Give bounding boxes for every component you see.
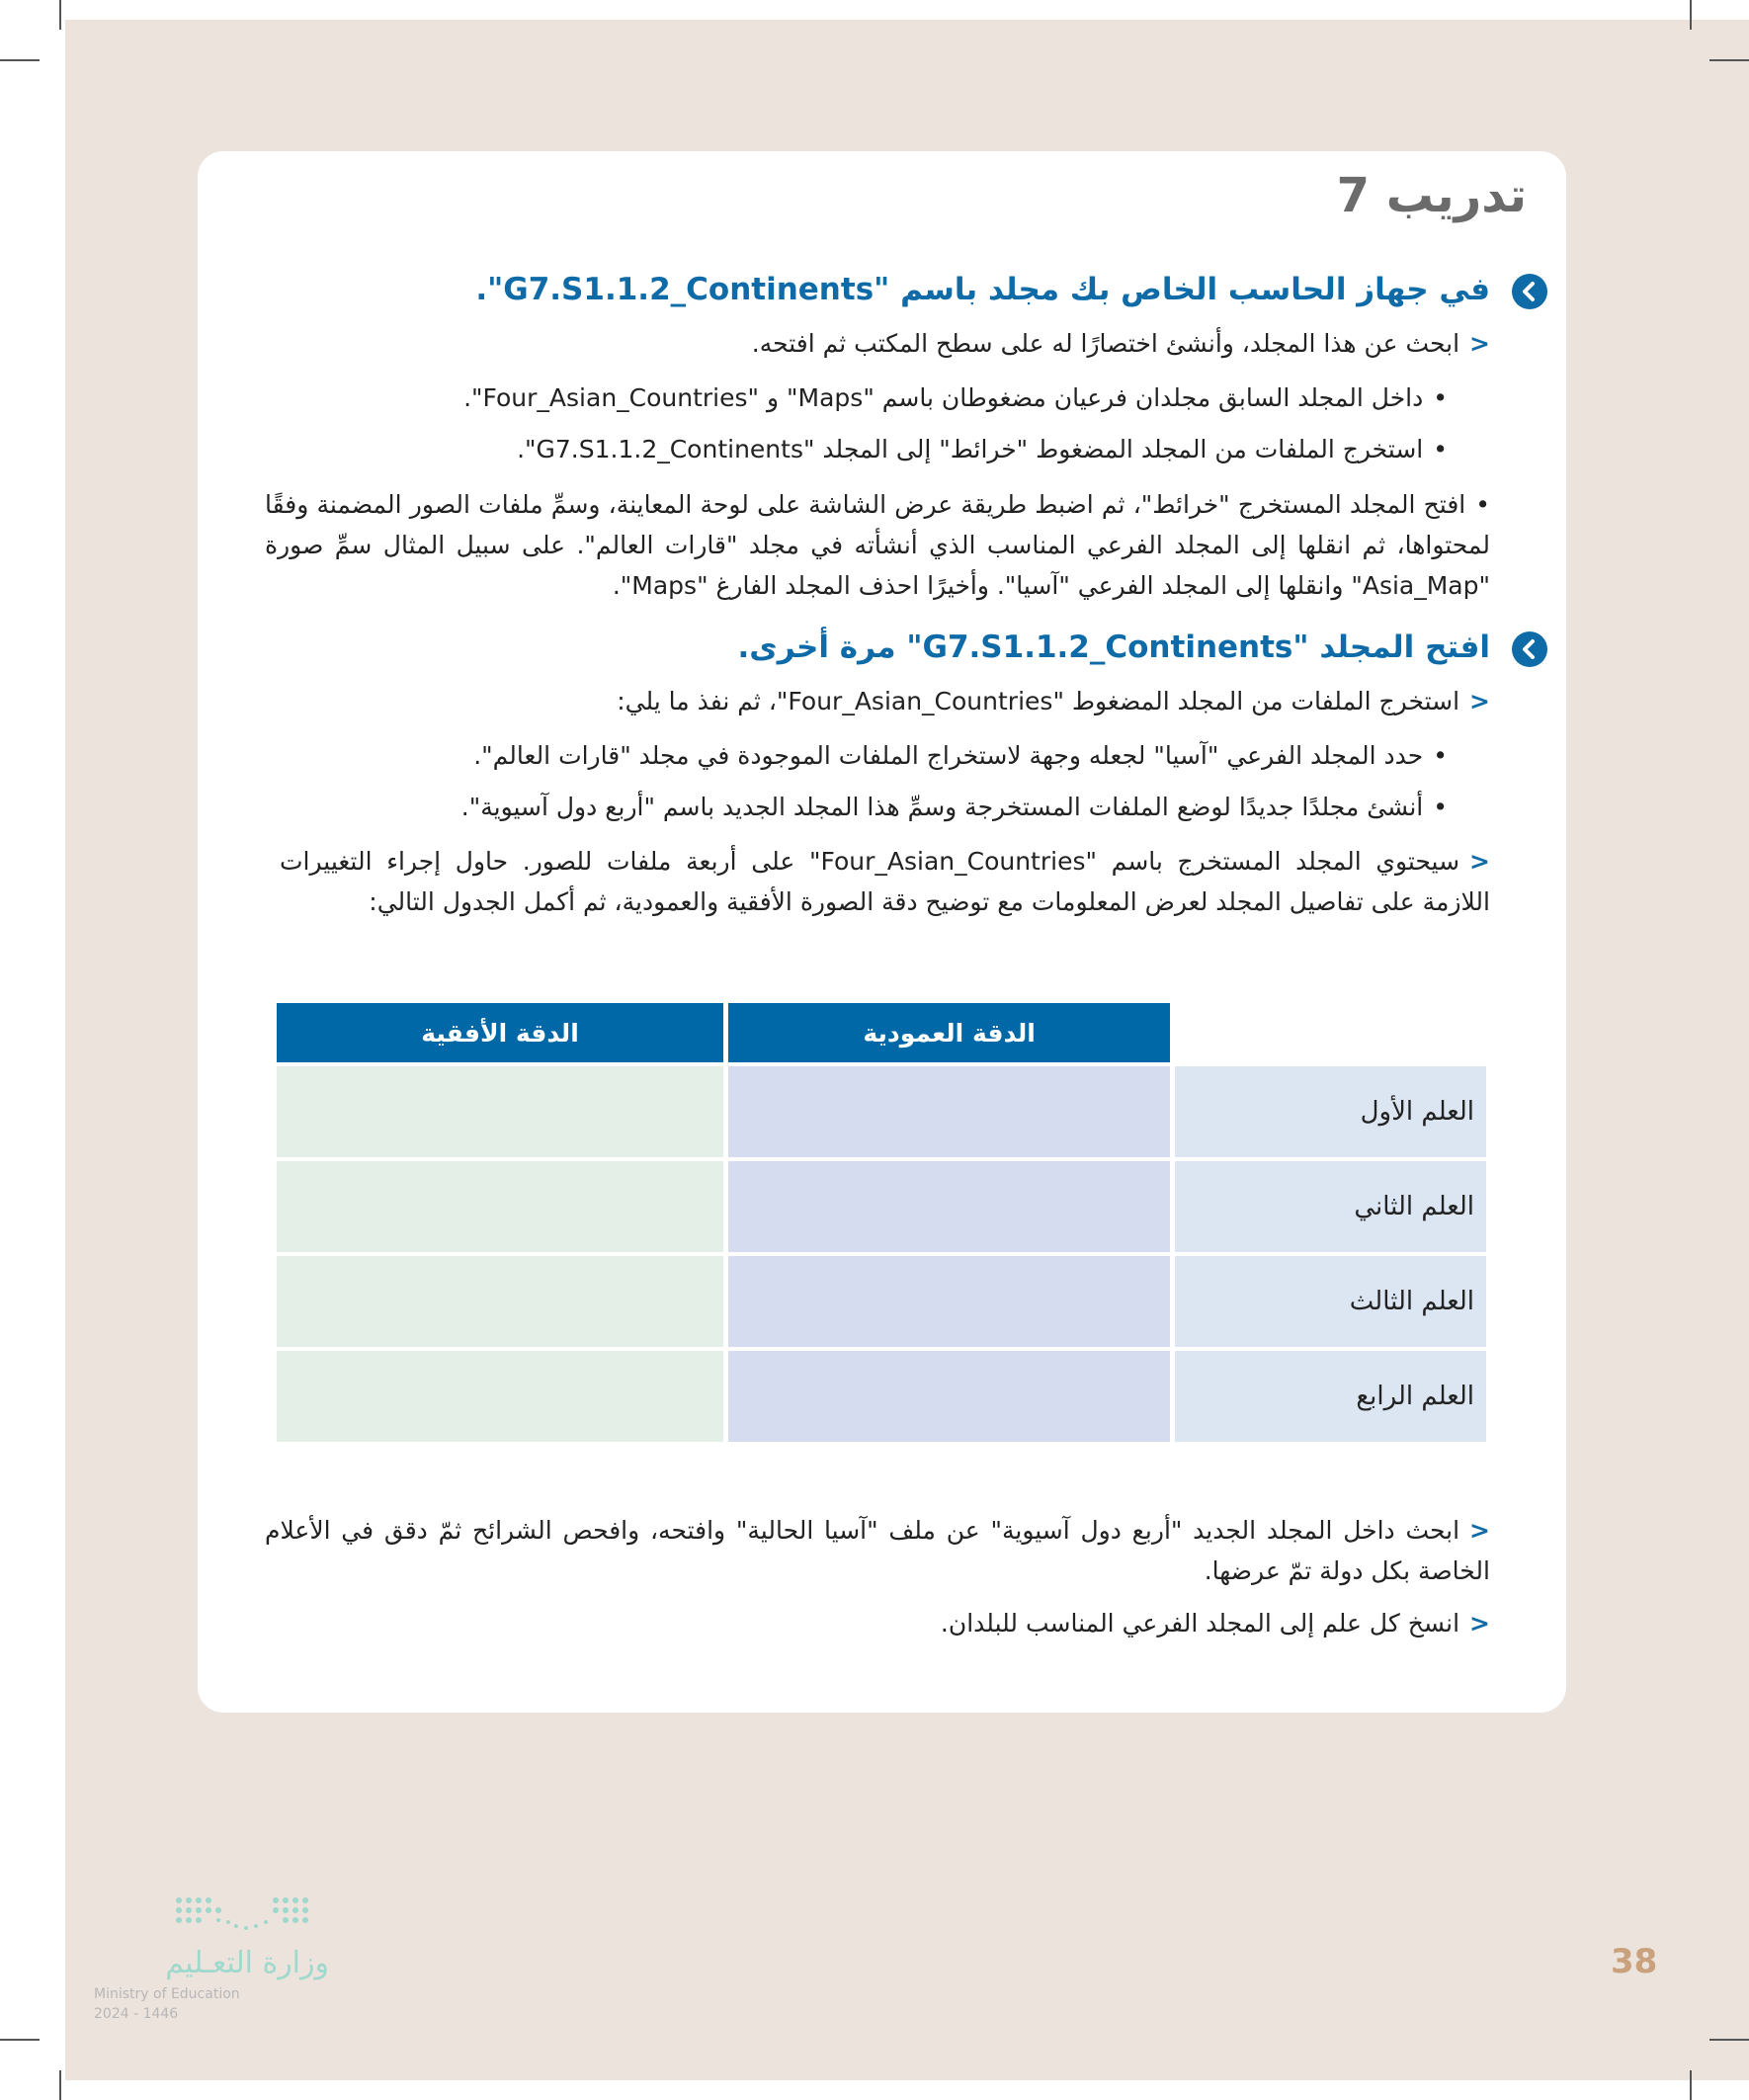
bullet-paragraph: •افتح المجلد المستخرج "خرائط"، ثم اضبط طريقة عرض الشاشة على لوحة المعاينة، وسمِّ ملفات الصور المضمنة وفقًا لمحتواها، ثم انقلها إلى المجلد الفرعي المناسب الذي أنشأته في مجلد "قارات العالم". على سبيل المثال سمِّ صورة "Asia_Map" وانقلها إلى المجلد الفرعي "آسيا". وأخيرًا احذف المجلد الفارغ "Maps". [265, 490, 1490, 600]
header-empty [1175, 1003, 1486, 1062]
row-label: العلم الأول [1175, 1066, 1486, 1157]
crop-mark [59, 0, 61, 30]
vertical-resolution-cell[interactable] [728, 1256, 1170, 1347]
vertical-resolution-cell[interactable] [728, 1161, 1170, 1252]
bullet-text: حدد المجلد الفرعي "آسيا" لجعله وجهة لاستخراج الملفات الموجودة في مجلد "قارات العالم". [473, 741, 1424, 770]
ministry-dots-icon [171, 1892, 329, 1942]
chevron-right-icon [1512, 631, 1547, 667]
bullet-text: داخل المجلد السابق مجلدان فرعيان مضغوطان باسم "Maps" و "Four_Asian_Countries". [463, 383, 1424, 412]
section-heading-1 [324, 272, 1490, 307]
crop-mark [0, 2039, 40, 2041]
crop-mark [1690, 0, 1692, 30]
academic-year: 2024 - 1446 [94, 2006, 179, 2022]
ministry-logo [94, 1892, 329, 2022]
crop-mark [1709, 2039, 1749, 2041]
step-item: <انسخ كل علم إلى المجلد الفرعي المناسب للبلدان. [940, 1609, 1490, 1638]
table-row [277, 1351, 1486, 1442]
step-text: ابحث داخل المجلد الجديد "أربع دول آسيوية" عن ملف "آسيا الحالية" وافتحه، وافحص الشرائح ثمّ دقق في الأعلام الخاصة بكل دولة تمّ عرضها. [265, 1516, 1490, 1585]
step-text: سيحتوي المجلد المستخرج باسم "Four_Asian_Countries" على أربعة ملفات للصور. حاول إجراء التغييرات اللازمة على تفاصيل المجلد لعرض المعلومات مع توضيح دقة الصورة الأفقية والعمودية، ثم أكمل الجدول التالي: [280, 847, 1490, 916]
step-item: <ابحث عن هذا المجلد، وأنشئ اختصارًا له على سطح المكتب ثم افتحه. [751, 329, 1490, 358]
crop-mark [0, 59, 40, 61]
row-label: العلم الرابع [1175, 1351, 1486, 1442]
horizontal-resolution-cell[interactable] [277, 1161, 723, 1252]
section-heading-2-text: افتح المجلد "G7.S1.1.2_Continents" مرة أخرى. [737, 630, 1490, 665]
section-heading-1-text: في جهاز الحاسب الخاص بك مجلد باسم "G7.S1.1.2_Continents". [475, 272, 1490, 307]
row-label: العلم الثالث [1175, 1256, 1486, 1347]
step-text: ابحث عن هذا المجلد، وأنشئ اختصارًا له على سطح المكتب ثم افتحه. [751, 329, 1460, 358]
bullet-text: افتح المجلد المستخرج "خرائط"، ثم اضبط طريقة عرض الشاشة على لوحة المعاينة، وسمِّ ملفات الصور المضمنة وفقًا لمحتواها، ثم انقلها إلى المجلد الفرعي المناسب الذي أنشأته في مجلد "قارات العالم". على سبيل المثال سمِّ صورة "Asia_Map" وانقلها إلى المجلد الفرعي "آسيا". وأخيرًا احذف المجلد الفارغ "Maps". [265, 490, 1490, 600]
crop-mark [59, 2070, 61, 2100]
bullet-item: •استخرج الملفات من المجلد المضغوط "خرائط" إلى المجلد "G7.S1.1.2_Continents". [517, 435, 1448, 463]
step-text: انسخ كل علم إلى المجلد الفرعي المناسب للبلدان. [940, 1609, 1460, 1638]
resolution-table [272, 999, 1491, 1446]
bullet-item: •أنشئ مجلدًا جديدًا لوضع الملفات المستخرجة وسمِّ هذا المجلد الجديد باسم "أربع دول آسيوية". [460, 793, 1448, 821]
vertical-resolution-cell[interactable] [728, 1066, 1170, 1157]
page-title: تدريب 7 [1336, 168, 1527, 223]
horizontal-resolution-cell[interactable] [277, 1256, 723, 1347]
page-number: 38 [1611, 1942, 1658, 1981]
ministry-name-en: Ministry of Education [94, 1986, 240, 2002]
vertical-resolution-cell[interactable] [728, 1351, 1170, 1442]
chevron-right-icon [1512, 274, 1547, 309]
bullet-item: •حدد المجلد الفرعي "آسيا" لجعله وجهة لاستخراج الملفات الموجودة في مجلد "قارات العالم". [473, 741, 1448, 770]
header-vertical: الدقة العمودية [728, 1003, 1170, 1062]
ministry-name-ar: وزارة التعـليم [165, 1946, 329, 1980]
step-item: <استخرج الملفات من المجلد المضغوط "Four_Asian_Countries"، ثم نفذ ما يلي: [617, 687, 1490, 715]
horizontal-resolution-cell[interactable] [277, 1066, 723, 1157]
table-row [277, 1161, 1486, 1252]
crop-mark [1709, 59, 1749, 61]
step-text: استخرج الملفات من المجلد المضغوط "Four_Asian_Countries"، ثم نفذ ما يلي: [617, 687, 1460, 715]
table-header-row [277, 1003, 1486, 1062]
section-heading-2 [324, 630, 1490, 665]
header-horizontal: الدقة الأفقية [277, 1003, 723, 1062]
row-label: العلم الثاني [1175, 1161, 1486, 1252]
crop-mark [1690, 2070, 1692, 2100]
table-row [277, 1066, 1486, 1157]
step-paragraph: <سيحتوي المجلد المستخرج باسم "Four_Asian_Countries" على أربعة ملفات للصور. حاول إجراء التغييرات اللازمة على تفاصيل المجلد لعرض المعلومات مع توضيح دقة الصورة الأفقية والعمودية، ثم أكمل الجدول التالي: [280, 847, 1490, 916]
bullet-text: استخرج الملفات من المجلد المضغوط "خرائط" إلى المجلد "G7.S1.1.2_Continents". [517, 435, 1424, 463]
horizontal-resolution-cell[interactable] [277, 1351, 723, 1442]
table-row [277, 1256, 1486, 1347]
bullet-text: أنشئ مجلدًا جديدًا لوضع الملفات المستخرجة وسمِّ هذا المجلد الجديد باسم "أربع دول آسيوية". [460, 793, 1424, 821]
bullet-item: •داخل المجلد السابق مجلدان فرعيان مضغوطان باسم "Maps" و "Four_Asian_Countries". [463, 383, 1448, 412]
step-paragraph: <ابحث داخل المجلد الجديد "أربع دول آسيوية" عن ملف "آسيا الحالية" وافتحه، وافحص الشرائح ثمّ دقق في الأعلام الخاصة بكل دولة تمّ عرضها. [265, 1516, 1490, 1585]
